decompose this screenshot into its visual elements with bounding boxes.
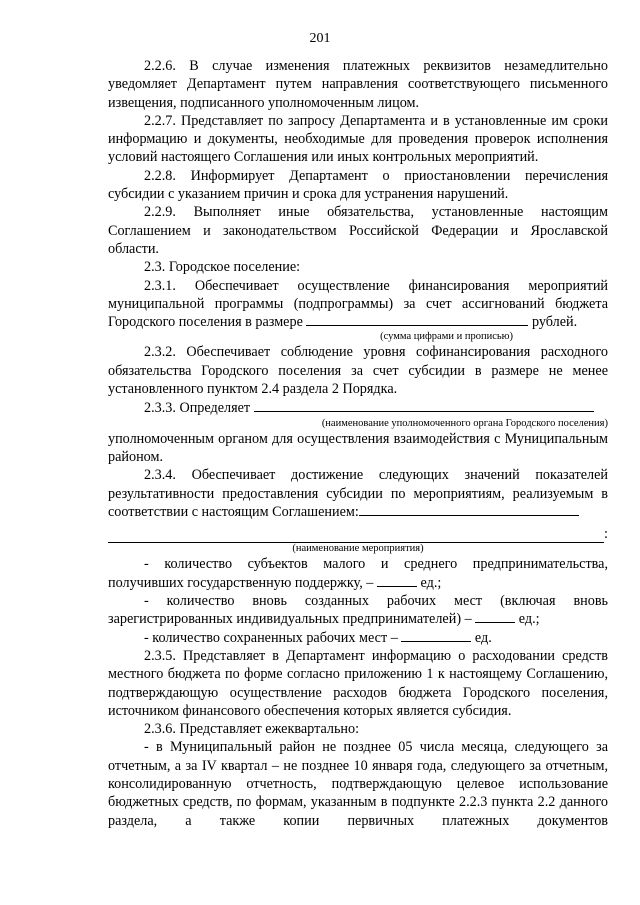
measure-blank-1	[359, 503, 579, 516]
measure-line	[108, 525, 608, 543]
paragraph-2-3-3	[108, 399, 608, 417]
document-body	[108, 57, 608, 830]
paragraph-2-3-1-text: 2.3.1. Обеспечивает осуществление финансирования мероприятий муниципальной программы (подпрограммы) за счет ассигнований бюджета Городского поселения в размере	[108, 277, 608, 331]
page-number: 201	[309, 31, 331, 46]
paragraph-2-2-6: 2.2.6. В случае изменения платежных реквизитов незамедлительно уведомляет Департамент путем направления соответствующего письменного извещения, подписанного уполномоченным лицом.	[108, 58, 608, 111]
paragraph-2-2-8: 2.2.8. Информирует Департамент о приостановлении перечисления субсидии с указанием причин и срока для устранения нарушений.	[108, 167, 608, 203]
paragraph-2-3-4-text: 2.3.4. Обеспечивает достижение следующих значений показателей результативности предоставления субсидии по мероприятиям, реализуемым в соответствии с настоящим Соглашением:	[108, 467, 608, 520]
authority-caption: (наименование уполномоченного органа Городского поселения)	[321, 417, 608, 429]
measure-caption: (наименование мероприятия)	[292, 543, 424, 555]
indicator-smb-text: - количество субъектов малого и среднего предпринимательства, получивших государственную поддержку, –	[108, 556, 608, 591]
indicator-new-jobs	[108, 592, 608, 629]
paragraph-2-2-7: 2.2.7. Представляет по запросу Департамента и в установленные им сроки информацию и документы, необходимые для проведения проверок исполнения условий настоящего Соглашения или иных контрольных мероприятий.	[108, 112, 608, 166]
paragraph-2-3-6: 2.3.6. Представляет ежеквартально:	[144, 721, 360, 738]
paragraph-2-3-6-item: - в Муниципальный район не позднее 05 числа месяца, следующего за отчетным, а за IV квартал – не позднее 10 января года, следующего за отчетным, консолидированную отчетность, подтверждающую целевое использование бюджетных средств, по формам, указанным в подпункте 2.2.3 пункта 2.2 данного раздела, а также копии первичных платежных документов	[108, 739, 608, 829]
indicator-new-jobs-blank	[475, 610, 515, 623]
indicator-kept-jobs-text: - количество сохраненных рабочих мест –	[144, 629, 398, 646]
paragraph-2-3-1	[108, 277, 608, 332]
amount-blank	[306, 313, 528, 326]
measure-blank-2	[108, 530, 604, 543]
paragraph-2-3-3-continued: уполномоченным органом для осуществления взаимодействия с Муниципальным районом.	[108, 430, 608, 465]
indicator-smb-blank	[377, 574, 417, 587]
authority-blank	[254, 399, 594, 412]
paragraph-2-3: 2.3. Городское поселение:	[144, 259, 301, 276]
paragraph-2-3-2: 2.3.2. Обеспечивает соблюдение уровня софинансирования расходного обязательства Городского поселения за счет субсидии в размере не менее установленного пунктом 2.4 раздела 2 Порядка.	[108, 344, 608, 398]
indicator-new-jobs-text: - количество вновь созданных рабочих мест (включая вновь зарегистрированных индивидуальных предпринимателей) –	[108, 593, 608, 628]
indicator-new-jobs-unit: ед.;	[518, 611, 540, 628]
paragraph-2-3-4	[108, 466, 608, 521]
indicator-smb	[108, 555, 608, 592]
paragraph-2-3-5: 2.3.5. Представляет в Департамент информацию о расходовании средств местного бюджета по форме согласно приложению 1 к настоящему Соглашению, подтверждающую осуществление расходов бюджета Городского поселения, источником финансового обеспечения которых является субсидия.	[108, 647, 608, 719]
indicator-kept-jobs-unit: ед.	[474, 629, 492, 646]
indicator-kept-jobs	[108, 629, 608, 647]
paragraph-2-3-1-unit: рублей.	[531, 314, 578, 331]
indicator-smb-unit: ед.;	[420, 574, 442, 591]
amount-caption: (сумма цифрами и прописью)	[380, 331, 513, 343]
paragraph-2-3-3-text: 2.3.3. Определяет	[144, 400, 251, 417]
indicator-kept-jobs-blank	[401, 629, 471, 642]
measure-colon: :	[604, 526, 608, 543]
paragraph-2-2-9: 2.2.9. Выполняет иные обязательства, установленные настоящим Соглашением и законодательством Российской Федерации и Ярославской области.	[108, 204, 608, 257]
